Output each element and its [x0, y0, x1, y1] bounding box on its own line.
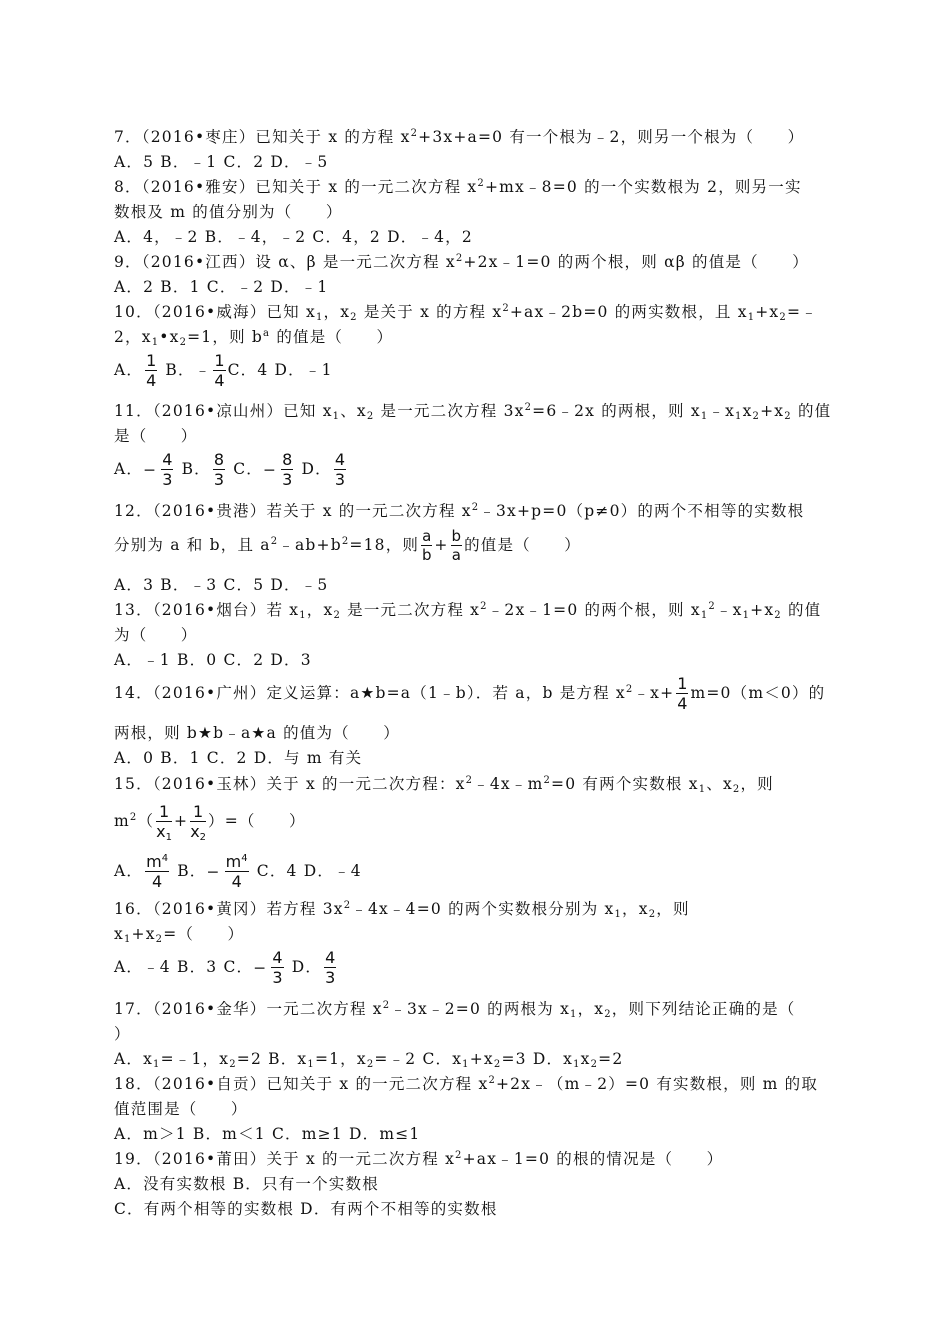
q8-stem-line1: 8．（2016•雅安）已知关于 x 的一元二次方程 $x^2+mx﹣8=0$ 的一个实数根为 2，则另一实	[114, 178, 802, 196]
q16-stem-line1: 16．（2016•黄冈）若方程 $3x^2﹣4x﹣4=0$ 的两个实数根分别为 $x_1$，$x_2$，则	[114, 900, 690, 920]
q10-options: A． $\frac{1}{4}$ B．﹣ $\frac{1}{4}$ C．4 D．﹣1	[114, 351, 333, 390]
q13-options: A．﹣1 B．0 C．2 D．3	[114, 651, 312, 669]
q16-stem-line2: $x_1+x_2=$（ ）	[114, 925, 245, 945]
q19-options-line1: A．没有实数根 B．只有一个实数根	[114, 1175, 379, 1193]
q19-stem: 19．（2016•莆田）关于 x 的一元二次方程 $x^2+ax﹣1=0$ 的根的情况是（ ）	[114, 1150, 724, 1168]
fraction: $\frac{m^4}{4}$	[146, 852, 169, 891]
fraction: $\frac{b}{a}$	[451, 527, 462, 564]
fraction: $\frac{m^4}{4}$	[225, 852, 248, 891]
q12-options: A．3 B．﹣3 C．5 D．﹣5	[114, 576, 329, 594]
q8-stem-line2: 数根及 m 的值分别为（ ）	[114, 203, 343, 221]
fraction: $\frac{a}{b}$	[421, 527, 432, 564]
q17-options: A．$x_1=﹣1$，$x_2=2$ B．$x_1=1$，$x_2=﹣2$ C．$x_1+x_2=3$ D．$x_1x_2=2$	[114, 1050, 624, 1070]
q14-options: A．0 B．1 C．2 D．与 m 有关	[114, 749, 363, 767]
fraction: $\frac{8}{3}$	[213, 450, 225, 489]
q14-stem-line2: 两根，则 b★b﹣a★a 的值为（ ）	[114, 724, 400, 742]
fraction: $\frac{1}{4}$	[677, 674, 688, 713]
fraction: $\frac{1}{4}$	[146, 351, 157, 390]
fraction: $\frac{1}{x_2}$	[190, 802, 207, 843]
q10-stem-line1: 10．（2016•威海）已知 $x_1$，$x_2$ 是关于 x 的方程 $x^2+ax﹣2b=0$ 的两实数根，且 $x_1+x_2=﹣$	[114, 303, 818, 323]
q8-options: A．4，﹣2 B．﹣4，﹣2 C．4，2 D．﹣4，2	[114, 228, 473, 246]
q18-stem-line2: 值范围是（ ）	[114, 1100, 248, 1118]
q15-stem-line2: $m^2$（ $\frac{1}{x_1}$ + $\frac{1}{x_2}$ ）=（ ）	[114, 802, 306, 843]
q11-options: A．− $\frac{4}{3}$ B． $\frac{8}{3}$ C．− $\frac{8}{3}$ D． $\frac{4}{3}$	[114, 450, 345, 489]
q17-stem-line1: 17．（2016•金华）一元二次方程 $x^2﹣3x﹣2=0$ 的两根为 $x_1$，$x_2$，则下列结论正确的是（	[114, 1000, 796, 1020]
q19-options-line2: C．有两个相等的实数根 D．有两个不相等的实数根	[114, 1200, 498, 1218]
q11-stem-line2: 是（ ）	[114, 427, 198, 445]
fraction: $\frac{4}{3}$	[325, 948, 336, 987]
q7-options: A．5 B．﹣1 C．2 D．﹣5	[114, 153, 329, 171]
q18-options: A．m＞1 B．m＜1 C．m≥1 D．m≤1	[114, 1125, 421, 1143]
q14-stem-line1: 14．（2016•广州）定义运算：a★b=a（1﹣b）．若 a，b 是方程 $x^2﹣x+$ $\frac{1}{4}$ m=0（m＜0）的	[114, 674, 826, 713]
fraction: $\frac{4}{3}$	[162, 450, 173, 489]
q10-stem-line2: 2，$x_1•x_2=1$，则 $b^a$ 的值是（ ）	[114, 328, 394, 348]
q9-options: A．2 B．1 C．﹣2 D．﹣1	[114, 278, 329, 296]
q12-stem-line1: 12．（2016•贵港）若关于 x 的一元二次方程 $x^2﹣3x+p=0(p\ne 0)$的两个不相等的实数根	[114, 502, 805, 520]
q17-stem-line2: ）	[114, 1025, 131, 1043]
q9-stem: 9．（2016•江西）设 α、β 是一元二次方程 $x^2+2x﹣1=0$ 的两个根，则 αβ 的值是（ ）	[114, 253, 809, 271]
q15-options: A． $\frac{m^4}{4}$ B．− $\frac{m^4}{4}$ C．4 D．﹣4	[114, 852, 362, 891]
q15-stem-line1: 15．（2016•玉林）关于 x 的一元二次方程：$x^2﹣4x﹣m^2=0$ 有两个实数根 $x_1$、$x_2$，则	[114, 775, 774, 795]
q11-stem-line1: 11．（2016•凉山州）已知 $x_1$、$x_2$ 是一元二次方程 $3x^2=6﹣2x$ 的两根，则 $x_1﹣x_1x_2+x_2$ 的值	[114, 402, 832, 422]
fraction: $\frac{8}{3}$	[282, 450, 293, 489]
fraction: $\frac{1}{4}$	[214, 351, 225, 390]
q16-options: A．﹣4 B．3 C．− $\frac{4}{3}$ D． $\frac{4}{3}$	[114, 948, 336, 987]
q13-stem-line1: 13．（2016•烟台）若 $x_1$，$x_2$ 是一元二次方程 $x^2﹣2x﹣1=0$ 的两个根，则 $x_1^2﹣x_1+x_2$ 的值	[114, 601, 822, 621]
q7-stem: 7．（2016•枣庄）已知关于 x 的方程 $x^2+3x+a=0$ 有一个根为﹣2，则另一个根为（ ）	[114, 128, 805, 146]
fraction: $\frac{4}{3}$	[334, 450, 345, 489]
q12-stem-line2: 分别为 a 和 b，且 $a^2﹣ab+b^2=18$，则 $\frac{a}{b}$ + $\frac{b}{a}$ 的值是（ ）	[114, 527, 581, 564]
fraction: $\frac{4}{3}$	[272, 948, 283, 987]
fraction: $\frac{1}{x_1}$	[156, 802, 173, 843]
q13-stem-line2: 为（ ）	[114, 626, 198, 644]
q18-stem-line1: 18．（2016•自贡）已知关于 x 的一元二次方程 $x^2+2x﹣(m﹣2)=0$ 有实数根，则 m 的取	[114, 1075, 819, 1093]
